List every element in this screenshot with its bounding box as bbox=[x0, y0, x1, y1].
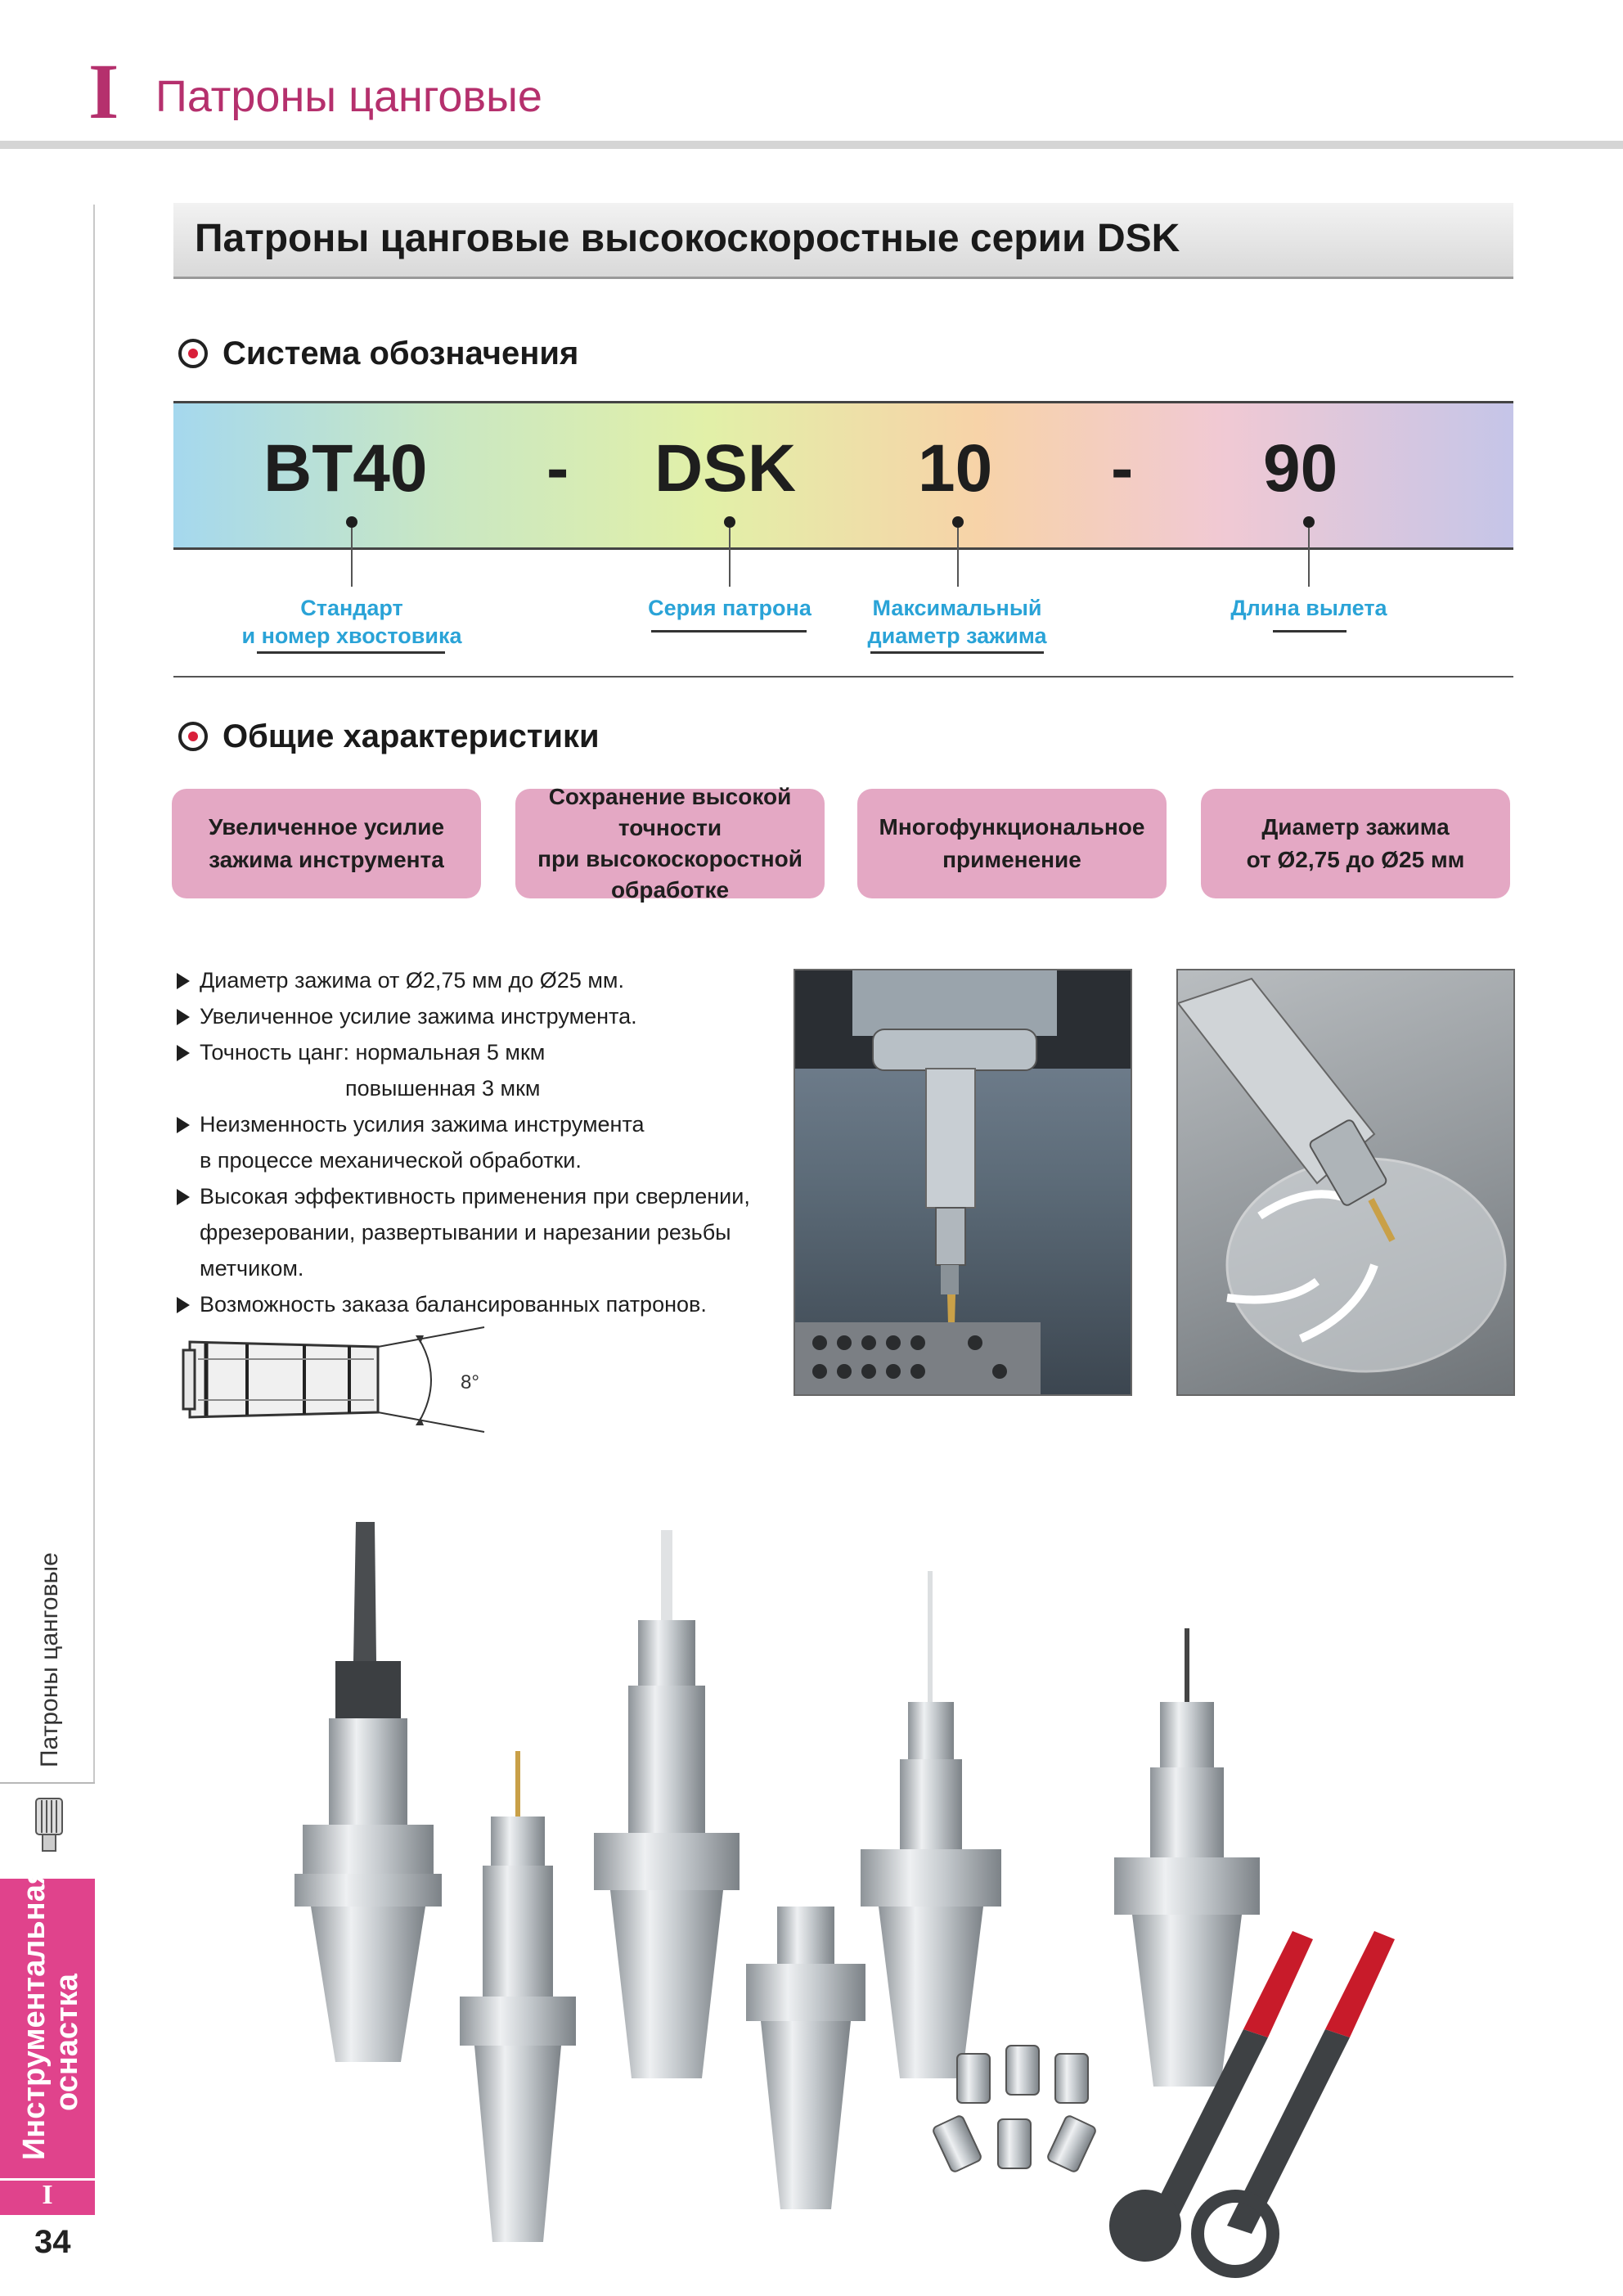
feature-line: зажима инструмента bbox=[209, 847, 444, 872]
feature-line: Увеличенное усилие bbox=[208, 814, 445, 840]
bullet-arrow-icon bbox=[177, 1009, 190, 1025]
caption-series bbox=[640, 594, 820, 622]
feature-line: от Ø2,75 до Ø25 мм bbox=[1246, 847, 1465, 872]
pointer-line bbox=[1308, 528, 1310, 587]
spindle-drilling-illustration bbox=[795, 970, 1131, 1394]
feature-line: Сохранение высокой точности bbox=[548, 784, 792, 840]
code-length: 90 bbox=[1263, 431, 1338, 506]
page-title: Патроны цанговые bbox=[155, 72, 542, 121]
sidebar-section-mark: I bbox=[42, 2180, 53, 2210]
bullet-text: Увеличенное усилие зажима инструмента. bbox=[200, 1004, 637, 1029]
sidebar-category-line1: Инструментальная bbox=[17, 1866, 52, 2160]
code-diameter: 10 bbox=[918, 431, 993, 506]
caption-underline bbox=[651, 630, 807, 633]
pointer-dot bbox=[724, 516, 735, 528]
tool-holder-3 bbox=[594, 1530, 740, 2078]
features-heading: Общие характеристики bbox=[223, 718, 600, 754]
caption-line: диаметр зажима bbox=[867, 624, 1047, 648]
bullet-item bbox=[177, 1288, 707, 1321]
bullet-text: Диаметр зажима от Ø2,75 мм до Ø25 мм. bbox=[200, 968, 624, 993]
code-dash-1: - bbox=[546, 431, 569, 506]
tool-holder-4 bbox=[746, 1907, 865, 2209]
caption-underline bbox=[870, 651, 1044, 654]
caption-length bbox=[1219, 594, 1399, 622]
pointer-dot bbox=[952, 516, 964, 528]
code-series: DSK bbox=[654, 431, 797, 506]
bullet-continuation: повышенная 3 мкм bbox=[345, 1076, 541, 1101]
caption-line: Максимальный bbox=[872, 596, 1042, 620]
code-shank: BT40 bbox=[263, 431, 428, 506]
feature-box-clamping bbox=[172, 789, 481, 898]
bullet-arrow-icon bbox=[177, 1117, 190, 1133]
collet-icon bbox=[33, 1797, 65, 1854]
feature-line: Многофункциональное bbox=[879, 814, 1145, 840]
product-group-photo bbox=[278, 1506, 1423, 2291]
feature-line: применение bbox=[942, 847, 1081, 872]
bullet-arrow-icon bbox=[177, 973, 190, 989]
header-divider bbox=[0, 141, 1623, 149]
pointer-dot bbox=[346, 516, 357, 528]
bullet-item bbox=[177, 1108, 645, 1141]
sidebar-category-line2: оснастка bbox=[50, 1974, 84, 2111]
pointer-line bbox=[351, 528, 353, 587]
caption-shank bbox=[237, 594, 466, 650]
milling-illustration bbox=[1178, 970, 1513, 1394]
sidebar-vertical-label: Патроны цанговые bbox=[36, 1552, 63, 1767]
bullet-text: Точность цанг: нормальная 5 мкм bbox=[200, 1040, 546, 1065]
collet-set bbox=[932, 2046, 1097, 2173]
tool-holder-6 bbox=[1114, 1628, 1260, 2087]
caption-diameter bbox=[859, 594, 1055, 650]
pointer-line bbox=[729, 528, 731, 587]
caption-underline bbox=[257, 651, 445, 654]
photo-milling bbox=[1176, 969, 1515, 1396]
feature-line: при высокоскоростной bbox=[537, 846, 803, 871]
bullet-item bbox=[177, 1036, 545, 1069]
pointer-dot bbox=[1303, 516, 1315, 528]
tool-holder-1 bbox=[294, 1522, 442, 2062]
feature-line: обработке bbox=[610, 877, 730, 903]
bullet-text: Неизменность усилия зажима инструмента bbox=[200, 1112, 645, 1137]
bullet-continuation: в процессе механической обработки. bbox=[200, 1148, 582, 1173]
bullet-continuation: метчиком. bbox=[200, 1256, 304, 1281]
bullet-text: Возможность заказа балансированных патронов. bbox=[200, 1292, 707, 1317]
caption-underline bbox=[1273, 630, 1347, 633]
bullet-text: Высокая эффективность применения при сверлении, bbox=[200, 1184, 750, 1209]
bullet-item bbox=[177, 1180, 750, 1213]
sidebar-rule bbox=[93, 205, 95, 1784]
bullet-item bbox=[177, 1000, 637, 1033]
sidebar-category-label bbox=[18, 1866, 83, 2160]
caption-line: Стандарт bbox=[300, 596, 403, 620]
tool-holder-5 bbox=[861, 1571, 1001, 2078]
pointer-line bbox=[957, 528, 959, 587]
sidebar-separator bbox=[0, 1782, 95, 1784]
tool-holder-2 bbox=[460, 1751, 576, 2242]
bullet-continuation: фрезеровании, развертывании и нарезании резьбы bbox=[200, 1220, 731, 1245]
collet-drawing bbox=[173, 1322, 492, 1437]
feature-box-diameter bbox=[1201, 789, 1510, 898]
feature-box-multifunction bbox=[857, 789, 1167, 898]
collet-angle-label: 8° bbox=[461, 1371, 479, 1393]
caption-line: Серия патрона bbox=[648, 596, 812, 620]
bullet-item bbox=[177, 964, 624, 997]
photo-spindle-drilling bbox=[794, 969, 1132, 1396]
bullet-arrow-icon bbox=[177, 1297, 190, 1313]
caption-line: и номер хвостовика bbox=[241, 624, 462, 648]
page-number: 34 bbox=[34, 2224, 71, 2260]
caption-line: Длина вылета bbox=[1230, 596, 1387, 620]
bullet-arrow-icon bbox=[177, 1045, 190, 1061]
designation-heading: Система обозначения bbox=[223, 335, 579, 371]
bullet-arrow-icon bbox=[177, 1189, 190, 1205]
chapter-mark: I bbox=[88, 47, 119, 135]
code-dash-2: - bbox=[1111, 431, 1134, 506]
designation-divider bbox=[173, 676, 1513, 678]
feature-box-accuracy bbox=[515, 784, 825, 903]
feature-line: Диаметр зажима bbox=[1261, 814, 1450, 840]
target-icon bbox=[178, 722, 208, 751]
target-icon bbox=[178, 339, 208, 368]
section-banner-title: Патроны цанговые высокоскоростные серии DSK bbox=[195, 217, 1180, 260]
